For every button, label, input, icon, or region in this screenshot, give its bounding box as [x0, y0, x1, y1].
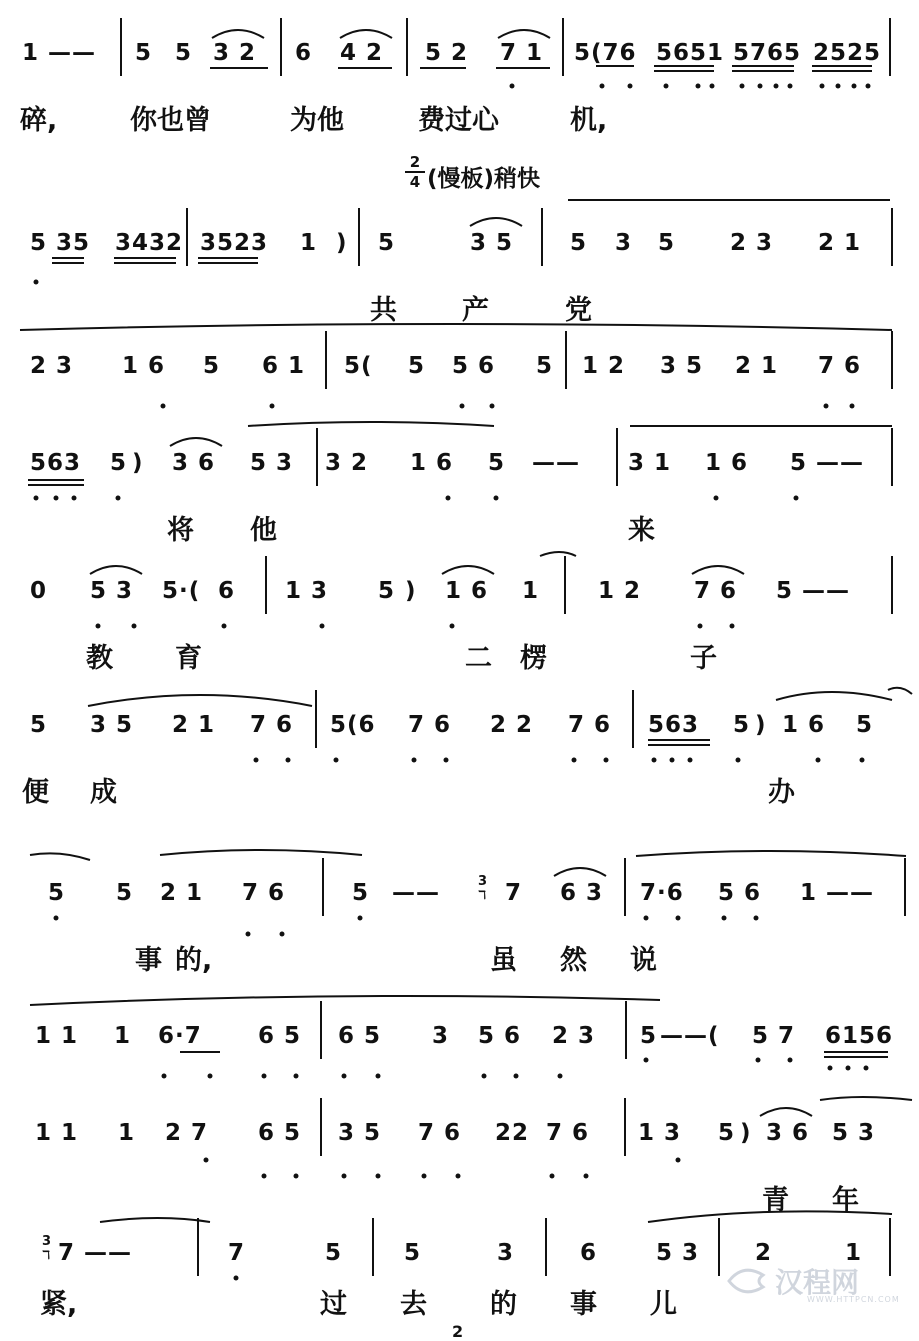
octave-dot: [714, 496, 719, 501]
note: 7: [505, 880, 523, 906]
octave-dot: [860, 758, 865, 763]
lyric: 便: [22, 777, 49, 808]
octave-dot: [482, 1074, 487, 1079]
note: 1: [114, 1023, 132, 1049]
note: 1 6: [705, 450, 749, 476]
octave-dot: [132, 624, 137, 629]
watermark-url: WWW.HTTPCN.COM: [807, 1295, 900, 1304]
note: 6 1: [262, 353, 306, 379]
note: 1 2: [582, 353, 626, 379]
note: 5: [325, 1240, 343, 1266]
octave-dot: [234, 1276, 239, 1281]
lyric: 来: [628, 515, 655, 546]
note: 1 ——: [22, 40, 97, 66]
note: 3: [615, 230, 633, 256]
octave-dot: [358, 916, 363, 921]
octave-dot: [54, 916, 59, 921]
note: ——(: [660, 1023, 720, 1049]
watermark: [715, 1257, 905, 1307]
note: 7 ——: [58, 1240, 133, 1266]
note: 1: [522, 578, 540, 604]
note: 2 7: [165, 1120, 209, 1146]
note: 5(: [344, 353, 373, 379]
lyric: 虽: [490, 945, 517, 976]
octave-dot: [376, 1074, 381, 1079]
slur: [760, 1108, 812, 1116]
octave-dot: [270, 404, 275, 409]
lyric: 党: [565, 295, 592, 326]
slur: [340, 30, 392, 38]
octave-dot: [644, 916, 649, 921]
lyric: 事: [135, 945, 162, 976]
note: ): [740, 1120, 752, 1146]
note: 5 3: [656, 1240, 700, 1266]
octave-dot: [756, 1058, 761, 1063]
note: 1 6: [782, 712, 826, 738]
slur: [160, 850, 362, 855]
note: 563: [30, 450, 82, 476]
octave-dot: [208, 1074, 213, 1079]
note: 7 6: [694, 578, 738, 604]
note: 6: [218, 578, 236, 604]
note: 5: [404, 1240, 422, 1266]
octave-dot: [280, 932, 285, 937]
lyric: 办: [768, 777, 795, 808]
note: 1 3: [285, 578, 329, 604]
slur: [692, 566, 744, 574]
note: 5 7: [752, 1023, 796, 1049]
lyric: 教: [86, 643, 113, 674]
lyric: 费过心: [418, 105, 499, 136]
beams: [28, 66, 888, 1057]
note: 5: [658, 230, 676, 256]
octave-dot: [676, 1158, 681, 1163]
octave-dot: [456, 1174, 461, 1179]
octave-dot: [836, 84, 841, 89]
note: 5765: [733, 40, 802, 66]
note: 3 5: [338, 1120, 382, 1146]
octave-dot: [376, 1174, 381, 1179]
octave-dot: [740, 84, 745, 89]
octave-dot: [254, 758, 259, 763]
note: 6: [580, 1240, 598, 1266]
note: 1 6: [410, 450, 454, 476]
note: 1: [845, 1240, 863, 1266]
note: ): [132, 450, 144, 476]
octave-dot: [828, 1066, 833, 1071]
note: 6 5: [258, 1023, 302, 1049]
note: 5 3: [250, 450, 294, 476]
note: 1 6: [122, 353, 166, 379]
octave-dot: [774, 84, 779, 89]
octave-dot: [510, 84, 515, 89]
note: 6 3: [560, 880, 604, 906]
note: 2 1: [172, 712, 216, 738]
octave-dot: [494, 496, 499, 501]
note: 5 ——: [776, 578, 851, 604]
lyric: 事: [570, 1289, 597, 1320]
note: 563: [648, 712, 700, 738]
note: 5 2: [425, 40, 469, 66]
lyric: 年: [832, 1185, 859, 1216]
note: ——: [532, 450, 580, 476]
note: 5: [135, 40, 153, 66]
slurs: [20, 30, 912, 1222]
octave-dot: [550, 1174, 555, 1179]
note: 5: [856, 712, 874, 738]
octave-dot: [652, 758, 657, 763]
lyric: 共: [370, 295, 397, 326]
octave-dot: [162, 1074, 167, 1079]
note: 6156: [825, 1023, 894, 1049]
octave-dot: [572, 758, 577, 763]
octave-dot: [676, 916, 681, 921]
note: 7 6: [418, 1120, 462, 1146]
note: 7 6: [568, 712, 612, 738]
note: 3 6: [766, 1120, 810, 1146]
note: 5: [203, 353, 221, 379]
octave-dot: [846, 1066, 851, 1071]
note: 3 5: [470, 230, 514, 256]
note: 5: [733, 712, 751, 738]
octave-dot: [698, 624, 703, 629]
lyric: 子: [690, 643, 717, 674]
tremolo-mark: ℸ: [42, 1248, 51, 1262]
note: 3 1: [628, 450, 672, 476]
lyric: 紧,: [40, 1289, 78, 1320]
note: 6: [295, 40, 313, 66]
octave-dot: [604, 758, 609, 763]
lyric: 为他: [290, 105, 344, 136]
octave-dot: [54, 496, 59, 501]
lyric: 碎,: [20, 105, 58, 136]
note: 5(76: [574, 40, 637, 66]
octave-dot: [412, 758, 417, 763]
octave-dot: [262, 1174, 267, 1179]
note: ——: [392, 880, 440, 906]
octave-dot: [514, 1074, 519, 1079]
octave-dot: [866, 84, 871, 89]
slur: [636, 851, 906, 856]
slur: [776, 692, 892, 700]
octave-dot: [320, 624, 325, 629]
lyric: 育: [175, 643, 202, 674]
slur: [100, 1218, 210, 1222]
note: 2 3: [730, 230, 774, 256]
note: 5 ——: [790, 450, 865, 476]
slur: [648, 1211, 892, 1222]
octave-dot: [222, 624, 227, 629]
note: 3 5: [90, 712, 134, 738]
note: 3: [432, 1023, 450, 1049]
octave-dot: [670, 758, 675, 763]
lyric: 楞: [520, 643, 547, 674]
note: 5 35: [30, 230, 91, 256]
octave-dot: [161, 404, 166, 409]
octave-dot: [824, 404, 829, 409]
octave-dot: [820, 84, 825, 89]
note: 7: [228, 1240, 246, 1266]
slur: [170, 438, 222, 446]
octave-dot: [342, 1074, 347, 1079]
octave-dot: [450, 624, 455, 629]
note: 6 5: [338, 1023, 382, 1049]
octave-dot: [444, 758, 449, 763]
octave-dot: [710, 84, 715, 89]
note: 7 6: [242, 880, 286, 906]
note: 5: [640, 1023, 658, 1049]
octave-dot: [204, 1158, 209, 1163]
note: 3432: [115, 230, 184, 256]
slur: [90, 566, 142, 574]
note: 7 6: [818, 353, 862, 379]
note: 0: [30, 578, 48, 604]
octave-dot: [722, 916, 727, 921]
octave-dot: [628, 84, 633, 89]
note: 3 5: [660, 353, 704, 379]
fish-logo-icon: [725, 1261, 769, 1301]
slur: [30, 996, 660, 1005]
lyric: 过: [320, 1289, 347, 1320]
octave-dot: [72, 496, 77, 501]
lyric: 去: [400, 1289, 427, 1320]
note: 3 2: [213, 40, 257, 66]
octave-dot: [342, 1174, 347, 1179]
note: 1: [300, 230, 318, 256]
octave-dot: [558, 1074, 563, 1079]
octave-dot: [754, 916, 759, 921]
note: 7 6: [408, 712, 452, 738]
lyric: 青: [762, 1185, 789, 1216]
note: ): [755, 712, 767, 738]
lyric: 说: [630, 945, 657, 976]
octave-dot: [788, 84, 793, 89]
note: 2 3: [30, 353, 74, 379]
note: ): [336, 230, 348, 256]
lyric: 的: [490, 1289, 517, 1320]
slur: [30, 853, 90, 860]
note: 1 1: [35, 1023, 79, 1049]
note: 5: [175, 40, 193, 66]
lyric: 你也曾: [130, 105, 211, 136]
note: 5: [110, 450, 128, 476]
note: 7 6: [546, 1120, 590, 1146]
slur: [888, 688, 912, 694]
note: 3 2: [325, 450, 369, 476]
octave-dot: [788, 1058, 793, 1063]
note: 1 6: [445, 578, 489, 604]
note: 5·(: [162, 578, 201, 604]
lyric: 然: [560, 945, 587, 976]
note: 3: [497, 1240, 515, 1266]
octave-dot: [696, 84, 701, 89]
watermark-text: 汉程网: [775, 1266, 860, 1299]
octave-dot: [34, 496, 39, 501]
note: 4 2: [340, 40, 384, 66]
lyric: 的,: [175, 945, 213, 976]
slur: [540, 552, 576, 556]
octave-dot: [460, 404, 465, 409]
note: 2525: [813, 40, 882, 66]
slur: [554, 868, 606, 876]
note: 5: [718, 1120, 736, 1146]
octave-dot: [286, 758, 291, 763]
note: 5 6: [718, 880, 762, 906]
lyric: 机,: [570, 105, 608, 136]
note: 1 3: [638, 1120, 682, 1146]
octave-dot: [664, 84, 669, 89]
slur: [88, 695, 312, 706]
octave-dot: [758, 84, 763, 89]
slur: [442, 566, 494, 574]
grace-note: 3: [42, 1234, 52, 1249]
note: 5: [408, 353, 426, 379]
lyric: 二: [465, 643, 492, 674]
octave-dot: [864, 1066, 869, 1071]
octave-dot: [246, 932, 251, 937]
octave-dot: [850, 404, 855, 409]
octave-dot: [736, 758, 741, 763]
octave-dot: [794, 496, 799, 501]
note: 1 ——: [800, 880, 875, 906]
note: 5 6: [452, 353, 496, 379]
slur: [248, 422, 494, 426]
time-numerator: 2: [409, 153, 421, 171]
octave-dot: [730, 624, 735, 629]
note: 3523: [200, 230, 269, 256]
note: 6·7: [158, 1023, 202, 1049]
note: 7·6: [640, 880, 684, 906]
octave-dot: [446, 496, 451, 501]
lyric: 他: [250, 515, 277, 546]
octave-dot: [116, 496, 121, 501]
note: 5 3: [832, 1120, 876, 1146]
slur: [20, 324, 892, 330]
note: 5651: [656, 40, 725, 66]
lyric: 儿: [650, 1289, 677, 1320]
note: 5: [48, 880, 66, 906]
tremolo-mark: ℸ: [478, 888, 487, 902]
octave-dot: [600, 84, 605, 89]
octave-dot: [688, 758, 693, 763]
octave-dot: [294, 1174, 299, 1179]
octave-dot: [644, 1058, 649, 1063]
octave-dot: [294, 1074, 299, 1079]
note: 1 2: [598, 578, 642, 604]
grace-note: 3: [478, 874, 488, 889]
lyric: 成: [90, 777, 117, 808]
octave-dot: [584, 1174, 589, 1179]
octave-dot: [490, 404, 495, 409]
octave-dot: [816, 758, 821, 763]
octave-dot: [262, 1074, 267, 1079]
note: 6 5: [258, 1120, 302, 1146]
note: 5: [378, 230, 396, 256]
note: 2 3: [552, 1023, 596, 1049]
octave-dot: [422, 1174, 427, 1179]
time-denominator: 4: [409, 173, 421, 191]
note: 2: [755, 1240, 773, 1266]
note: 22: [495, 1120, 530, 1146]
lyric: 将: [167, 515, 194, 546]
lyric: 产: [462, 295, 489, 326]
note: 2 1: [818, 230, 862, 256]
note: 5 6: [478, 1023, 522, 1049]
note: 5: [352, 880, 370, 906]
note: 2 1: [735, 353, 779, 379]
octave-dot: [852, 84, 857, 89]
note: 5: [378, 578, 396, 604]
note: 3 6: [172, 450, 216, 476]
slur: [212, 30, 264, 38]
note: 5: [488, 450, 506, 476]
note: 5 3: [90, 578, 134, 604]
note: 7 6: [250, 712, 294, 738]
note: 5: [570, 230, 588, 256]
octave-dot: [34, 280, 39, 285]
note: 5: [30, 712, 48, 738]
note: 2 1: [160, 880, 204, 906]
note: 5: [116, 880, 134, 906]
slur: [470, 218, 522, 226]
note: 1 1: [35, 1120, 79, 1146]
page-number: 2: [452, 1322, 464, 1341]
note: 7 1: [500, 40, 544, 66]
note: 5(6: [330, 712, 376, 738]
octave-dot: [334, 758, 339, 763]
note: 1: [118, 1120, 136, 1146]
note: 2 2: [490, 712, 534, 738]
note: ): [405, 578, 417, 604]
tempo-text: (慢板)稍快: [427, 166, 541, 192]
octave-dot: [96, 624, 101, 629]
slur: [820, 1097, 912, 1100]
note: 5: [536, 353, 554, 379]
slur: [498, 30, 550, 38]
